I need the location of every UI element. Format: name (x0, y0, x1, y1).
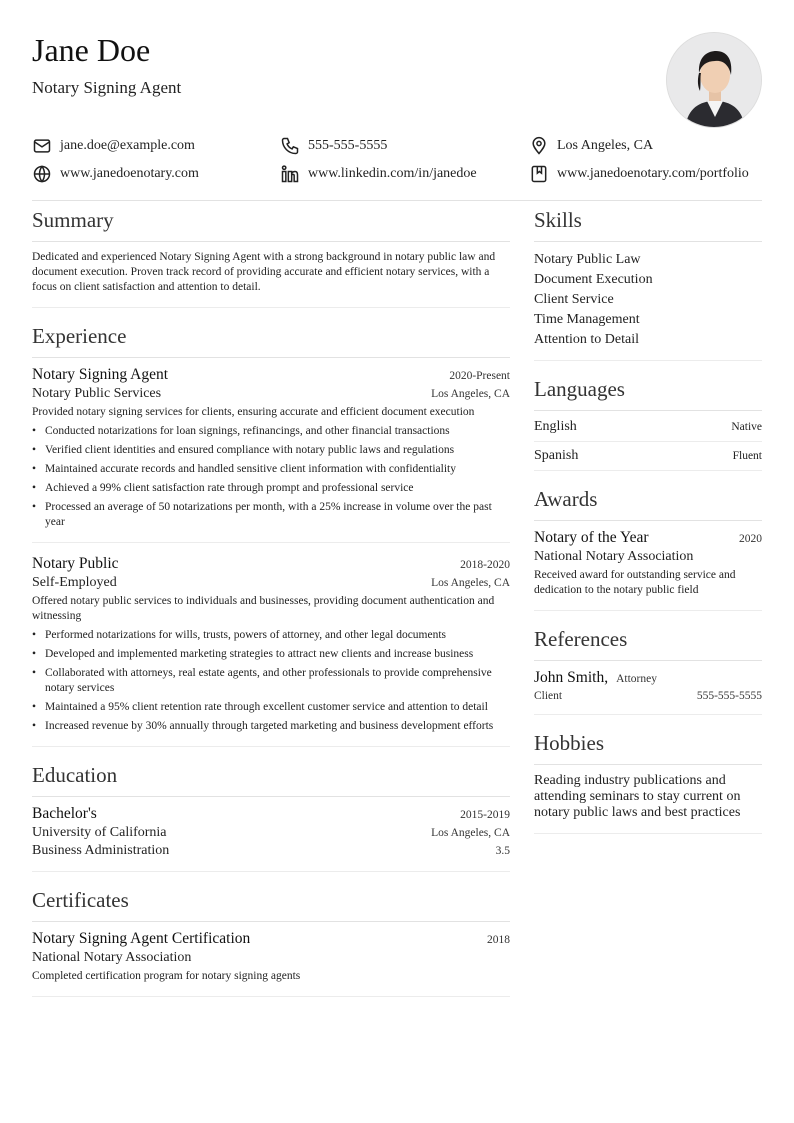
hobbies-text: Reading industry publications and attending seminars to stay current on notary public laws and best practices (534, 773, 741, 820)
profile-photo (666, 32, 762, 128)
linkedin-icon (280, 164, 300, 184)
contact-linkedin[interactable] (280, 164, 477, 184)
skill-item: Client Service (534, 292, 614, 307)
certificate-name: Notary Signing Agent Certification (32, 930, 251, 947)
job-title: Notary Signing Agent (32, 366, 169, 383)
education-school: University of California (32, 825, 167, 840)
skill-item: Attention to Detail (534, 332, 639, 347)
bullet-item: • Maintained accurate records and handled sensitive client information with confidentiality (32, 462, 510, 477)
skills-section (534, 208, 762, 361)
job-bullets (32, 424, 510, 530)
language-name: English (534, 419, 577, 434)
linkedin-text: www.linkedin.com/in/janedoe (308, 166, 477, 181)
job-bullets (32, 628, 510, 734)
phone-text: 555-555-5555 (308, 138, 388, 153)
skills-heading: Skills (534, 208, 762, 242)
language-level: Fluent (732, 450, 762, 462)
award-issuer: National Notary Association (534, 549, 694, 564)
candidate-name: Jane Doe (32, 32, 151, 68)
references-section (534, 627, 762, 715)
bullet-item: • Achieved a 99% client satisfaction rate through prompt and professional service (32, 481, 510, 496)
experience-section (32, 324, 510, 747)
education-heading: Education (32, 763, 510, 797)
education-dates: 2015-2019 (460, 809, 510, 821)
bullet-item: • Conducted notarizations for loan signings, refinancings, and other financial transactions (32, 424, 510, 439)
bullet-item: • Increased revenue by 30% annually through targeted marketing and business development efforts (32, 719, 510, 734)
job-title: Notary Public (32, 555, 119, 572)
certificate-year: 2018 (487, 934, 510, 946)
contact-email[interactable] (32, 136, 195, 156)
language-row (534, 441, 762, 470)
education-section (32, 763, 510, 872)
portfolio-text: www.janedoenotary.com/portfolio (557, 166, 749, 181)
contact-website[interactable] (32, 164, 199, 184)
hobbies-section (534, 731, 762, 834)
bookmark-icon (529, 164, 549, 184)
certificates-heading: Certificates (32, 888, 510, 922)
languages-section (534, 377, 762, 471)
candidate-title: Notary Signing Agent (32, 78, 182, 97)
award-title: Notary of the Year (534, 529, 649, 546)
reference-name: John Smith, (534, 669, 609, 686)
education-field: Business Administration (32, 843, 170, 858)
languages-heading: Languages (534, 377, 762, 411)
references-heading: References (534, 627, 762, 661)
award-year: 2020 (739, 533, 762, 545)
bullet-item: • Processed an average of 50 notarizations per month, with a 25% increase in volume over the past year (32, 500, 510, 530)
awards-heading: Awards (534, 487, 762, 521)
summary-heading: Summary (32, 208, 510, 242)
hobbies-heading: Hobbies (534, 731, 762, 765)
reference-role: Attorney (616, 673, 657, 685)
skill-item: Document Execution (534, 272, 653, 287)
job-company: Notary Public Services (32, 386, 162, 401)
education-location: Los Angeles, CA (431, 827, 510, 839)
job-entry (32, 366, 510, 543)
contact-location (529, 136, 653, 156)
side-column (534, 208, 762, 834)
map-pin-icon (529, 136, 549, 156)
job-dates: 2020-Present (449, 370, 510, 382)
language-row (534, 413, 762, 441)
skill-item: Time Management (534, 312, 640, 327)
header-divider (32, 200, 762, 201)
job-description: Offered notary public services to individuals and businesses, providing document authentication and witnessing (32, 595, 495, 622)
summary-text: Dedicated and experienced Notary Signing Agent with a strong background in notary public law and document execution. Proven track record of providing accurate and efficient notary services, with a focus on client satisfaction and attention to detail. (32, 251, 496, 293)
certificate-issuer: National Notary Association (32, 950, 192, 965)
reference-phone: 555-555-5555 (696, 690, 762, 702)
bullet-item: • Maintained a 95% client retention rate through excellent customer service and attention to detail (32, 700, 510, 715)
job-entry (32, 555, 510, 747)
globe-icon (32, 164, 52, 184)
bullet-item: • Verified client identities and ensured compliance with notary public laws and regulations (32, 443, 510, 458)
certificates-section (32, 888, 510, 997)
bullet-item: • Performed notarizations for wills, trusts, powers of attorney, and other legal documents (32, 628, 510, 643)
email-text: jane.doe@example.com (60, 138, 195, 153)
summary-section (32, 208, 510, 308)
education-gpa: 3.5 (495, 845, 510, 857)
bullet-item: • Developed and implemented marketing strategies to attract new clients and increase business (32, 647, 510, 662)
job-company: Self-Employed (32, 575, 117, 590)
job-description: Provided notary signing services for clients, ensuring accurate and efficient document execution (32, 406, 475, 418)
contact-portfolio[interactable] (529, 164, 749, 184)
main-column (32, 208, 510, 997)
job-location: Los Angeles, CA (431, 577, 510, 589)
website-text: www.janedoenotary.com (60, 166, 199, 181)
certificate-description: Completed certification program for notary signing agents (32, 970, 301, 982)
skill-item: Notary Public Law (534, 252, 641, 267)
reference-relation: Client (534, 690, 563, 702)
contact-phone[interactable] (280, 136, 387, 156)
education-degree: Bachelor's (32, 805, 97, 822)
mail-icon (32, 136, 52, 156)
location-text: Los Angeles, CA (557, 138, 654, 153)
job-dates: 2018-2020 (460, 559, 510, 571)
phone-icon (280, 136, 300, 156)
job-location: Los Angeles, CA (431, 388, 510, 400)
language-level: Native (731, 421, 762, 433)
awards-section (534, 487, 762, 611)
award-description: Received award for outstanding service and dedication to the notary public field (534, 569, 736, 596)
experience-heading: Experience (32, 324, 510, 358)
bullet-item: • Collaborated with attorneys, real estate agents, and other professionals to provide comprehensive notary services (32, 666, 510, 696)
language-name: Spanish (534, 448, 579, 463)
